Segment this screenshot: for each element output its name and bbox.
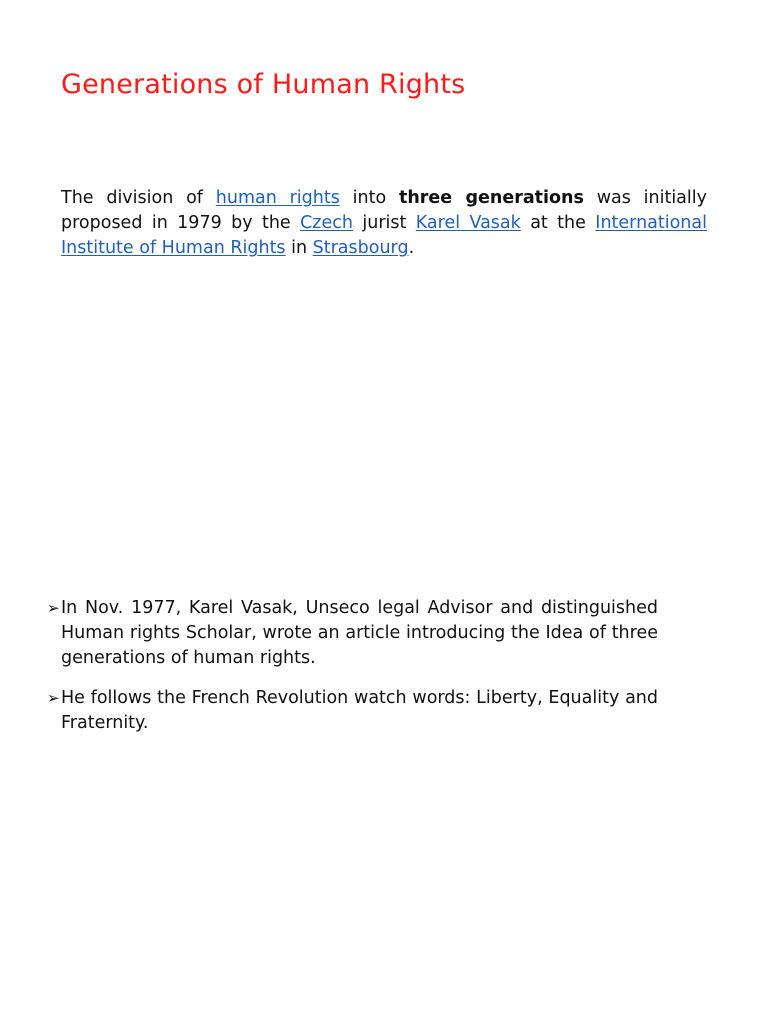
bullet-text: He follows the French Revolution watch words: Liberty, Equality and Fraternity. (61, 688, 658, 733)
intro-text: . (408, 238, 415, 258)
intro-paragraph (61, 186, 707, 261)
page-title: Generations of Human Rights (61, 69, 466, 100)
intro-text: The division of (61, 188, 216, 208)
intro-text: at the (520, 213, 596, 233)
link-strasbourg[interactable]: Strasbourg (312, 238, 409, 258)
list-item (47, 596, 658, 671)
link-human-rights[interactable]: human rights (215, 188, 340, 208)
intro-text: jurist (352, 213, 416, 233)
intro-text: into (339, 188, 399, 208)
bullet-text: In Nov. 1977, Karel Vasak, Unseco legal Advisor and distinguished Human rights Scholar, wrote an article introducing the Idea of three generations of human rights. (61, 598, 658, 668)
bold-three-generations: three generations (398, 188, 584, 208)
arrow-bullet-icon: ➢ (47, 599, 60, 617)
link-czech[interactable]: Czech (300, 213, 353, 233)
arrow-bullet-icon: ➢ (47, 689, 60, 707)
link-karel-vasak[interactable]: Karel Vasak (415, 213, 521, 233)
bullet-list (47, 596, 658, 751)
intro-text: in (285, 238, 313, 258)
list-item (47, 686, 658, 736)
link-international-institute[interactable]: International Institute of Human Rights (61, 213, 707, 258)
intro-text: was initially proposed in 1979 by the (61, 188, 707, 233)
